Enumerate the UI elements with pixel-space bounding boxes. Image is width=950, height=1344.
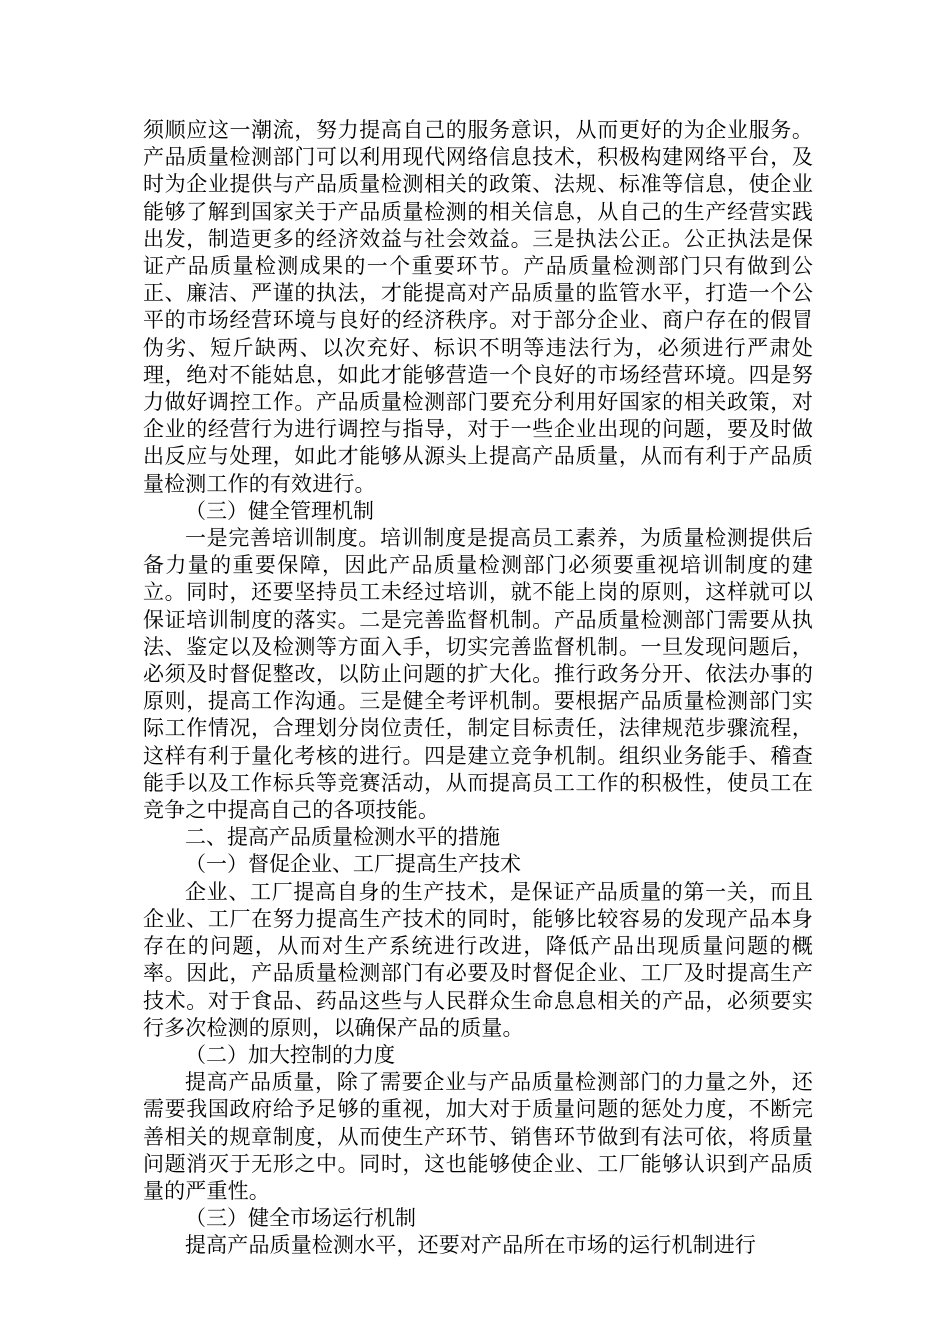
paragraph-control-strength: 提高产品质量，除了需要企业与产品质量检测部门的力量之外，还需要我国政府给予足够的重视，加大对于质量问题的惩处力度，不断完善相关的规章制度，从而使生产环节、销售环节做到有法可依，将质量问题消灭于无形之中。同时，这也能够使企业、工厂能够认识到产品质量的严重性。 (143, 1070, 813, 1203)
document-body (143, 117, 813, 1260)
paragraph-training-supervision: 一是完善培训制度。培训制度是提高员工素养，为质量检测提供后备力量的重要保障，因此产品质量检测部门必须要重视培训制度的建立。同时，还要坚持员工未经过培训，就不能上岗的原则，这样就可以保证培训制度的落实。二是完善监督机制。产品质量检测部门需要从执法、鉴定以及检测等方面入手，切实完善监督机制。一旦发现问题后，必须及时督促整改，以防止问题的扩大化。推行政务分开、依法办事的原则，提高工作沟通。三是健全考评机制。要根据产品质量检测部门实际工作情况，合理划分岗位责任，制定目标责任，法律规范步骤流程，这样有利于量化考核的进行。四是建立竞争机制。组织业务能手、稽查能手以及工作标兵等竞赛活动，从而提高员工工作的积极性，使员工在竞争之中提高自己的各项技能。 (143, 526, 813, 823)
paragraph-production-technology: 企业、工厂提高自身的生产技术，是保证产品质量的第一关，而且企业、工厂在努力提高生产技术的同时，能够比较容易的发现产品本身存在的问题，从而对生产系统进行改进，降低产品出现质量问题的概率。因此，产品质量检测部门有必要及时督促企业、工厂及时提高生产技术。对于食品、药品这些与人民群众生命息息相关的产品，必须要实行多次检测的原则，以确保产品的质量。 (143, 879, 813, 1040)
paragraph-market-mechanism: 提高产品质量检测水平，还要对产品所在市场的运行机制进行 (185, 1233, 757, 1258)
paragraph-service-awareness: 须顺应这一潮流，努力提高自己的服务意识，从而更好的为企业服务。产品质量检测部门可以利用现代网络信息技术，积极构建网络平台，及时为企业提供与产品质量检测相关的政策、法规、标准等信息，使企业能够了解到国家关于产品质量检测的相关信息，从自己的生产经营实践出发，制造更多的经济效益与社会效益。三是执法公正。公正执法是保证产品质量检测成果的一个重要环节。产品质量检测部门只有做到公正、廉洁、严谨的执法，才能提高对产品质量的监管水平，打造一个公平的市场经营环境与良好的经济秩序。对于部分企业、商户存在的假冒伪劣、短斤缺两、以次充好、标识不明等违法行为，必须进行严肃处理，绝对不能姑息，如此才能够营造一个良好的市场经营环境。四是努力做好调控工作。产品质量检测部门要充分利用好国家的相关政策，对企业的经营行为进行调控与指导，对于一些企业出现的问题，要及时做出反应与处理，如此才能够从源头上提高产品质量，从而有利于产品质量检测工作的有效进行。 (143, 118, 813, 496)
section-heading-production-technology: （一）督促企业、工厂提高生产技术 (185, 852, 521, 877)
chapter-heading-measures: 二、提高产品质量检测水平的措施 (185, 825, 500, 850)
section-heading-control-strength: （二）加大控制的力度 (185, 1042, 395, 1067)
section-heading-market-mechanism: （三）健全市场运行机制 (185, 1206, 416, 1231)
section-heading-management-mechanism: （三）健全管理机制 (185, 498, 374, 523)
